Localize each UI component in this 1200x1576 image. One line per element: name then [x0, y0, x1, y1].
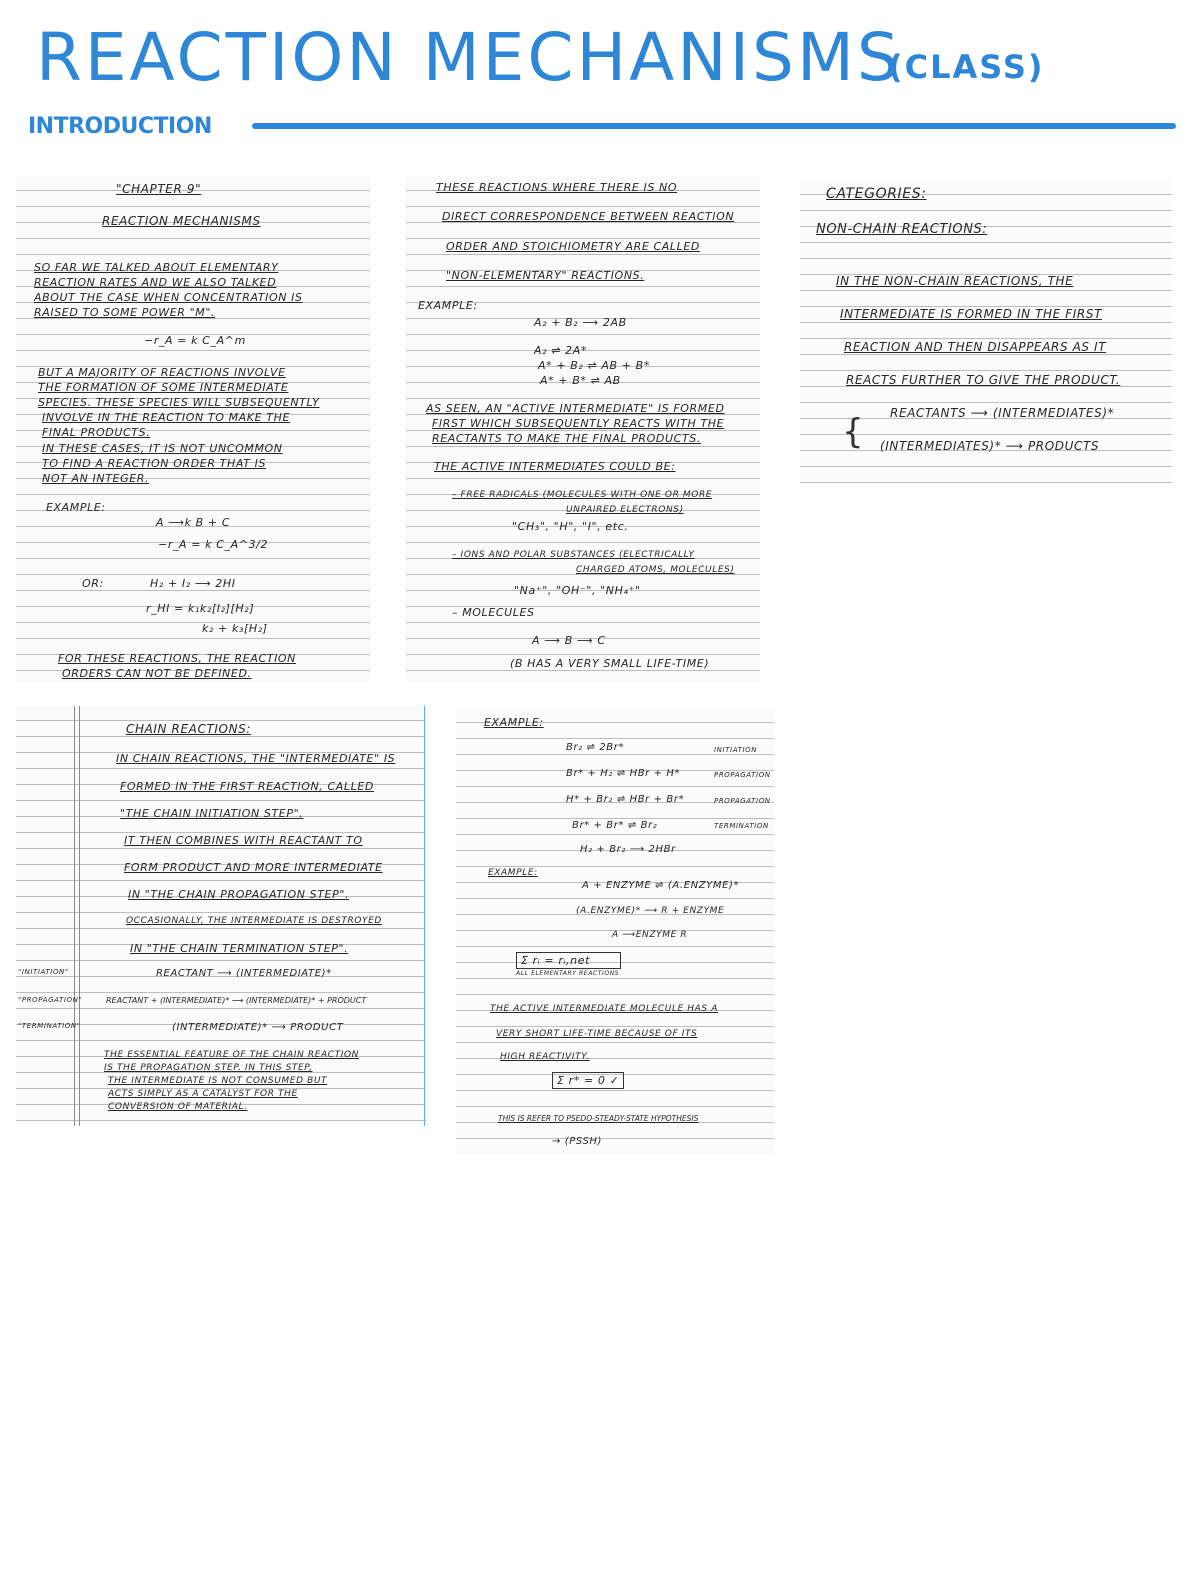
- note-line: THE ACTIVE INTERMEDIATE MOLECULE HAS A: [490, 1004, 718, 1014]
- note-line: OCCASIONALLY, THE INTERMEDIATE IS DESTROYED: [126, 916, 382, 926]
- note-line: IN CHAIN REACTIONS, THE "INTERMEDIATE" IS: [116, 752, 396, 765]
- step-label-propagation: "PROPAGATION": [18, 996, 83, 1004]
- note-equation: A ⟶ B ⟶ C: [532, 634, 606, 647]
- note-line: NOT AN INTEGER.: [42, 472, 150, 485]
- note-line: FINAL PRODUCTS.: [42, 426, 151, 439]
- note-equation: Br₂ ⇌ 2Br*: [566, 742, 625, 753]
- note-equation: REACTANT + (INTERMEDIATE)* ⟶ (INTERMEDIATE)* + PRODUCT: [106, 996, 367, 1005]
- note-line: – FREE RADICALS (MOLECULES WITH ONE OR MORE: [452, 490, 713, 500]
- step-label-initiation: "INITIATION": [18, 968, 69, 976]
- note-line: DIRECT CORRESPONDENCE BETWEEN REACTION: [442, 210, 735, 223]
- note-line: THE ACTIVE INTERMEDIATES COULD BE:: [434, 460, 676, 473]
- note-line: THIS IS REFER TO PSEDO-STEADY-STATE HYPOTHESIS: [498, 1114, 699, 1123]
- note-line: IN THE NON-CHAIN REACTIONS, THE: [836, 274, 1074, 288]
- note-line: NON-CHAIN REACTIONS:: [816, 222, 988, 237]
- note-line: SO FAR WE TALKED ABOUT ELEMENTARY: [34, 261, 279, 274]
- note-line: VERY SHORT LIFE-TIME BECAUSE OF ITS: [496, 1029, 698, 1039]
- note-line: CHAIN REACTIONS:: [126, 722, 252, 736]
- note-line: EXAMPLE:: [488, 868, 538, 878]
- note-line: FOR THESE REACTIONS, THE REACTION: [58, 652, 297, 665]
- note-line: CHARGED ATOMS, MOLECULES): [576, 565, 735, 575]
- note-line: REACTANTS TO MAKE THE FINAL PRODUCTS.: [432, 432, 701, 445]
- note-line: IN THESE CASES, IT IS NOT UNCOMMON: [42, 442, 283, 455]
- note-equation: A ⟶k B + C: [156, 516, 231, 529]
- note-line: FORMED IN THE FIRST REACTION, CALLED: [120, 780, 374, 793]
- note-equation: H* + Br₂ ⇌ HBr + Br*: [566, 794, 685, 805]
- section-divider: [252, 123, 1176, 129]
- note-line: HIGH REACTIVITY.: [500, 1052, 590, 1062]
- note-line: TO FIND A REACTION ORDER THAT IS: [42, 457, 267, 470]
- section-heading: INTRODUCTION: [28, 114, 212, 139]
- step-label: TERMINATION: [714, 822, 769, 830]
- note-equation: (INTERMEDIATES)* ⟶ PRODUCTS: [880, 439, 1100, 453]
- step-label-termination: "TERMINATION": [18, 1022, 81, 1030]
- note-equation: A₂ + B₂ ⟶ 2AB: [534, 316, 627, 329]
- step-label: PROPAGATION: [714, 797, 771, 805]
- note-line: "NON-ELEMENTARY" REACTIONS.: [446, 269, 645, 282]
- note-line: OR:: [82, 577, 104, 590]
- note-equation: A + ENZYME ⇌ (A.ENZYME)*: [582, 880, 740, 891]
- note-line: EXAMPLE:: [46, 501, 106, 514]
- note-line: THE INTERMEDIATE IS NOT CONSUMED BUT: [108, 1076, 328, 1086]
- note-line: ORDERS CAN NOT BE DEFINED.: [62, 667, 252, 680]
- note-line: FORM PRODUCT AND MORE INTERMEDIATE: [124, 861, 383, 874]
- note-line: – MOLECULES: [452, 606, 535, 619]
- note-equation: A₂ ⇌ 2A*: [534, 344, 587, 357]
- margin-line: [424, 706, 425, 1126]
- note-line: ALL ELEMENTARY REACTIONS: [516, 970, 620, 977]
- note-line: INTERMEDIATE IS FORMED IN THE FIRST: [840, 307, 1102, 321]
- margin-line: [79, 706, 80, 1126]
- note-equation-box: Σ rᵢ = rᵢ,net: [516, 952, 621, 969]
- note-line: IT THEN COMBINES WITH REACTANT TO: [124, 834, 363, 847]
- margin-line: [74, 706, 75, 1126]
- note-line: "Na⁺", "OH⁻", "NH₄⁺": [514, 584, 641, 597]
- note-line: – IONS AND POLAR SUBSTANCES (ELECTRICALLY: [452, 550, 695, 560]
- note-image-example-pssh: [456, 708, 774, 1154]
- note-line: IS THE PROPAGATION STEP. IN THIS STEP,: [104, 1063, 313, 1073]
- note-line: EXAMPLE:: [484, 716, 544, 729]
- note-line: CONVERSION OF MATERIAL.: [108, 1102, 248, 1112]
- note-equation: r_HI = k₁k₂[I₂][H₂]: [146, 602, 255, 615]
- note-line: FIRST WHICH SUBSEQUENTLY REACTS WITH THE: [432, 417, 725, 430]
- note-equation: A* + B₂ ⇌ AB + B*: [538, 359, 650, 372]
- note-equation: (INTERMEDIATE)* ⟶ PRODUCT: [172, 1022, 344, 1033]
- note-line: EXAMPLE:: [418, 299, 478, 312]
- step-label: INITIATION: [714, 746, 758, 754]
- note-equation: Br* + H₂ ⇌ HBr + H*: [566, 768, 681, 779]
- note-line: REACTION MECHANISMS: [102, 214, 261, 228]
- note-equation: A* + B* ⇌ AB: [540, 374, 621, 387]
- note-image-chapter-9: [16, 176, 370, 682]
- note-line: "CH₃", "H", "I", etc.: [512, 520, 629, 533]
- note-equation: A ⟶ENZYME R: [612, 930, 688, 940]
- note-equation: REACTANTS ⟶ (INTERMEDIATES)*: [890, 406, 1115, 420]
- note-equation: k₂ + k₃[H₂]: [202, 622, 268, 635]
- note-line: THESE REACTIONS WHERE THERE IS NO: [436, 181, 678, 194]
- note-equation: −r_A = k C_A^3/2: [158, 538, 269, 551]
- note-line: BUT A MAJORITY OF REACTIONS INVOLVE: [38, 366, 286, 379]
- note-line: → (PSSH): [552, 1136, 603, 1147]
- note-image-categories: [800, 180, 1172, 488]
- note-line: AS SEEN, AN "ACTIVE INTERMEDIATE" IS FORMED: [426, 402, 725, 415]
- note-line: ORDER AND STOICHIOMETRY ARE CALLED: [446, 240, 700, 253]
- note-image-chain-reactions: [16, 706, 426, 1126]
- note-line: IN "THE CHAIN PROPAGATION STEP".: [128, 888, 350, 901]
- note-line: SPECIES. THESE SPECIES WILL SUBSEQUENTLY: [38, 396, 320, 409]
- note-line: INVOLVE IN THE REACTION TO MAKE THE: [42, 411, 290, 424]
- note-equation: H₂ + I₂ ⟶ 2HI: [150, 577, 236, 590]
- note-equation-box: Σ r* = 0 ✓: [552, 1072, 624, 1089]
- note-line: IN "THE CHAIN TERMINATION STEP".: [130, 942, 349, 955]
- note-equation: Br* + Br* ⇌ Br₂: [572, 820, 658, 831]
- note-line: REACTION AND THEN DISAPPEARS AS IT: [844, 340, 1107, 354]
- page-subtitle: (CLASS): [888, 48, 1045, 86]
- note-equation: H₂ + Br₂ ⟶ 2HBr: [580, 844, 676, 855]
- note-equation: (A.ENZYME)* ⟶ R + ENZYME: [576, 906, 725, 916]
- note-line: THE ESSENTIAL FEATURE OF THE CHAIN REACTION: [104, 1050, 359, 1060]
- note-line: "CHAPTER 9": [116, 182, 202, 196]
- note-line: RAISED TO SOME POWER "M".: [34, 306, 216, 319]
- note-line: CATEGORIES:: [826, 186, 927, 202]
- note-line: (B HAS A VERY SMALL LIFE-TIME): [510, 657, 710, 670]
- note-equation: −r_A = k C_A^m: [144, 334, 246, 347]
- note-line: THE FORMATION OF SOME INTERMEDIATE: [38, 381, 289, 394]
- note-line: UNPAIRED ELECTRONS): [566, 505, 684, 515]
- step-label: PROPAGATION: [714, 771, 771, 779]
- note-equation: REACTANT ⟶ (INTERMEDIATE)*: [156, 968, 332, 979]
- note-line: ACTS SIMPLY AS A CATALYST FOR THE: [108, 1089, 298, 1099]
- note-line: "THE CHAIN INITIATION STEP".: [120, 807, 304, 820]
- page-title: REACTION MECHANISMS: [36, 19, 902, 96]
- bracket: {: [842, 412, 865, 452]
- note-image-non-elementary: [406, 176, 760, 682]
- note-line: ABOUT THE CASE WHEN CONCENTRATION IS: [34, 291, 303, 304]
- note-line: REACTS FURTHER TO GIVE THE PRODUCT.: [846, 373, 1121, 387]
- note-line: REACTION RATES AND WE ALSO TALKED: [34, 276, 277, 289]
